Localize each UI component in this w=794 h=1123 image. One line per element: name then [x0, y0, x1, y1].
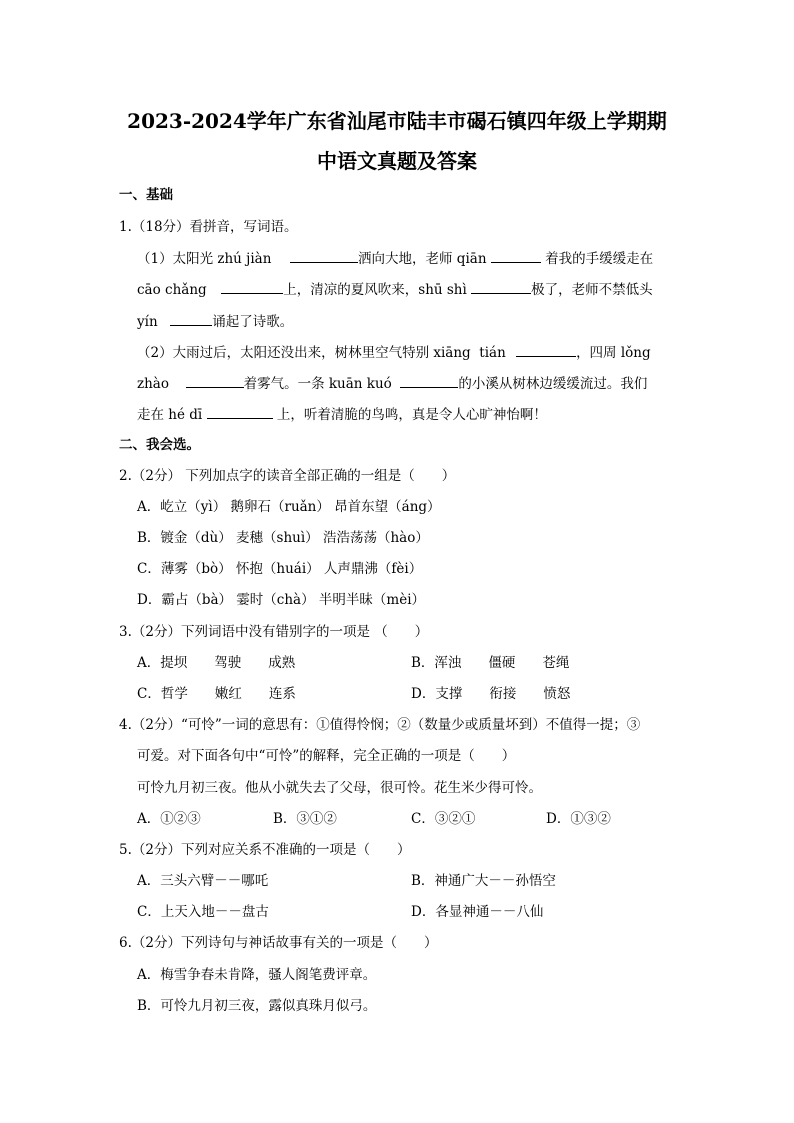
answer-blank[interactable]: [170, 311, 212, 326]
option: D．各显神通－－八仙: [411, 904, 544, 920]
text: 着雾气。一条 kuān kuó: [243, 376, 401, 392]
text: （1）太阳光 zhú jiàn: [137, 251, 281, 267]
question-3-stem: 3.（2分）下列词语中没有错别字的一项是 （ ）: [119, 624, 429, 640]
section-heading: 一、基础: [119, 187, 173, 203]
text: 的小溪从树林边缓缓流过。我们: [458, 376, 648, 392]
section-heading: 二、我会选。: [119, 437, 200, 453]
answer-blank[interactable]: [290, 248, 358, 263]
option: B．神通广大－－孙悟空: [411, 873, 556, 889]
answer-blank[interactable]: [516, 342, 576, 357]
answer-blank[interactable]: [207, 404, 273, 419]
option: C．哲学 嫩红 连系: [137, 686, 296, 702]
text: yín: [137, 314, 167, 330]
option: D．霸占（bà） 霎时（chà） 半明半昧（mèi）: [137, 592, 426, 608]
option: B．可怜九月初三夜，露似真珠月似弓。: [137, 998, 377, 1014]
question-1-line: [137, 311, 293, 332]
doc-title-line1: 2023-2024学年广东省汕尾市陆丰市碣石镇四年级上学期期: [127, 109, 667, 133]
question-1-line: [137, 404, 547, 425]
question-6-stem: 6.（2分）下列诗句与神话故事有关的一项是（ ）: [119, 935, 438, 951]
text: zhào: [137, 376, 178, 392]
option: C．③②①: [411, 811, 476, 827]
option: A．三头六臂－－哪吒: [137, 873, 269, 889]
question-1-line: [137, 279, 653, 300]
text: （2）大雨过后，太阳还没出来，树林里空气特别 xiāng tián: [137, 345, 511, 361]
answer-blank[interactable]: [491, 248, 541, 263]
question-4-stem-cont: 可爱。对下面各句中“可怜”的解释，完全正确的一项是（ ）: [137, 748, 516, 764]
answer-blank[interactable]: [471, 279, 531, 294]
text: 诵起了诗歌。: [212, 314, 294, 330]
text: cāo chǎng: [137, 282, 216, 298]
option: D．①③②: [546, 811, 611, 827]
question-4-sentences: 可怜九月初三夜。他从小就失去了父母，很可怜。花生米少得可怜。: [137, 780, 542, 796]
question-2-stem: 2.（2分） 下列加点字的读音全部正确的一组是（ ）: [119, 468, 456, 484]
text: 走在 hé dī: [137, 407, 207, 423]
option: C．薄雾（bò） 怀抱（huái） 人声鼎沸（fèi）: [137, 561, 423, 577]
text: 上，听着清脆的鸟鸣，真是令人心旷神怡啊！: [272, 407, 547, 423]
option: A．提坝 驾驶 成熟: [137, 655, 296, 671]
text: ，四周 lǒng: [576, 345, 651, 361]
option: B．③①②: [273, 811, 337, 827]
option: A．屹立（yì） 鹅卵石（ruǎn） 昂首东望（áng）: [137, 499, 441, 515]
question-5-stem: 5.（2分）下列对应关系不准确的一项是（ ）: [119, 842, 411, 858]
text: 洒向大地，老师 qiān: [358, 251, 491, 267]
question-1-line: [137, 248, 653, 269]
doc-title-line2: 中语文真题及答案: [317, 149, 477, 173]
answer-blank[interactable]: [186, 373, 244, 388]
answer-blank[interactable]: [221, 279, 283, 294]
text: 着我的手缓缓走在: [540, 251, 654, 267]
option: C．上天入地－－盘古: [137, 904, 269, 920]
question-1-stem: 1.（18分）看拼音，写词语。: [119, 219, 298, 235]
text: 极了，老师不禁低头: [531, 282, 653, 298]
option: B．镀金（dù） 麦穗（shuì） 浩浩荡荡（hào）: [137, 530, 429, 546]
question-1-line: [137, 373, 647, 394]
option: A．梅雪争春未肯降，骚人阁笔费评章。: [137, 967, 377, 983]
question-4-stem: 4.（2分）“可怜”一词的意思有：①值得怜悯；②（数量少或质量坏到）不值得一提；③: [119, 717, 641, 733]
option: A．①②③: [137, 811, 201, 827]
option: D．支撑 衔接 愤怒: [411, 686, 571, 702]
text: 上，清凉的夏风吹来，shū shì: [283, 282, 472, 298]
option: B．浑浊 僵硬 苍绳: [411, 655, 570, 671]
question-1-line: [137, 342, 651, 363]
answer-blank[interactable]: [400, 373, 458, 388]
